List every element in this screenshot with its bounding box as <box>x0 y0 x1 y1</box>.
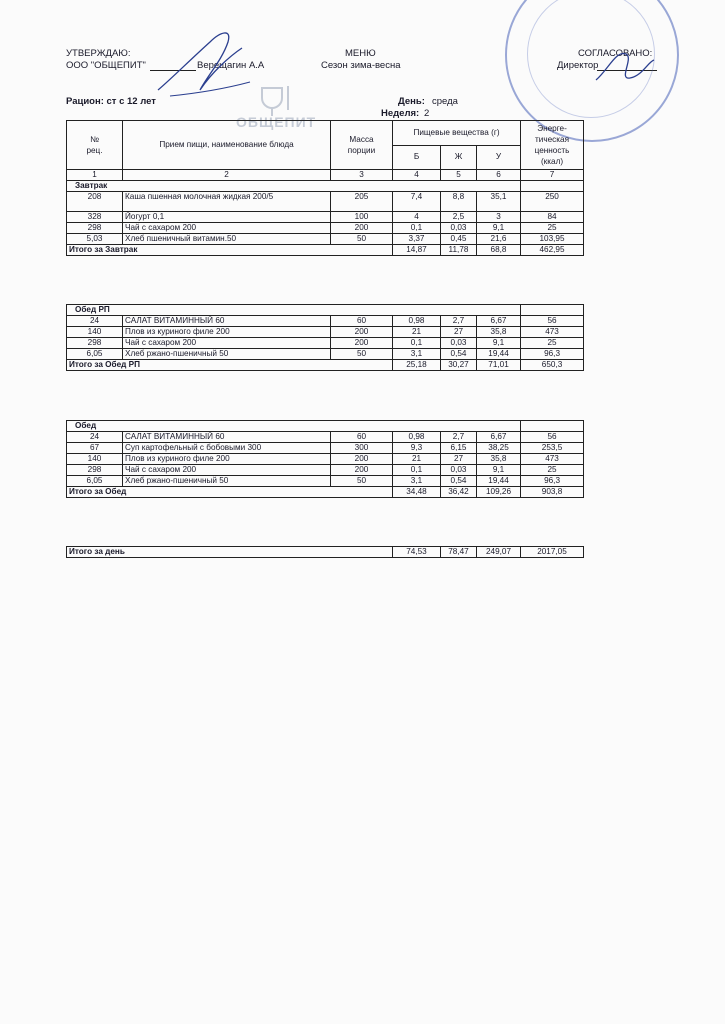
total-carbs: 109,26 <box>477 487 521 498</box>
header-rec-label: рец. <box>86 146 103 155</box>
total-label: Итого за Завтрак <box>67 245 393 256</box>
cell-mass: 200 <box>331 327 393 338</box>
table-row <box>67 454 584 465</box>
table-row <box>67 234 584 245</box>
cell-proteins: 3,1 <box>393 476 441 487</box>
cell-proteins: 3,37 <box>393 234 441 245</box>
cell-proteins: 21 <box>393 327 441 338</box>
cell-carbs: 9,1 <box>477 223 521 234</box>
header-mass-line2: порции <box>347 146 376 155</box>
table-row <box>67 476 584 487</box>
approver-name: Верещагин А.А <box>197 60 265 71</box>
cell-proteins: 0,98 <box>393 432 441 443</box>
cell-energy: 250 <box>521 192 584 212</box>
director-label: Директор <box>557 60 599 71</box>
cell-rec: 328 <box>67 212 123 223</box>
header-carbs: У <box>477 145 521 170</box>
header-portion-mass <box>331 121 393 170</box>
week-label: Неделя: <box>381 108 420 119</box>
cell-proteins: 0,98 <box>393 316 441 327</box>
cell-carbs: 21,6 <box>477 234 521 245</box>
logo-text: ОБЩЕПИТ <box>236 114 317 130</box>
cell-dish: САЛАТ ВИТАМИННЫЙ 60 <box>123 316 331 327</box>
day-total-table <box>66 546 584 558</box>
section-title: Обед <box>67 421 521 432</box>
cell-mass: 200 <box>331 223 393 234</box>
director-signature-icon <box>590 40 660 100</box>
cell-proteins: 0,1 <box>393 465 441 476</box>
cell-proteins: 7,4 <box>393 192 441 212</box>
day-total-carbs: 249,07 <box>477 547 521 558</box>
total-row <box>67 487 584 498</box>
cell-fats: 2,7 <box>441 432 477 443</box>
header-proteins: Б <box>393 145 441 170</box>
table-row <box>67 327 584 338</box>
section-title: Обед РП <box>67 305 521 316</box>
cell-fats: 8,8 <box>441 192 477 212</box>
table-row <box>67 316 584 327</box>
header-dish-name: Прием пищи, наименование блюда <box>123 121 331 170</box>
cell-energy: 103,95 <box>521 234 584 245</box>
cell-mass: 200 <box>331 338 393 349</box>
header-fats: Ж <box>441 145 477 170</box>
day-total-energy: 2017,05 <box>521 547 584 558</box>
cell-carbs: 6,67 <box>477 316 521 327</box>
cell-rec: 298 <box>67 338 123 349</box>
cell-mass: 300 <box>331 443 393 454</box>
menu-title: МЕНЮ <box>345 48 376 59</box>
total-fats: 30,27 <box>441 360 477 371</box>
cell-dish: Плов из куриного филе 200 <box>123 327 331 338</box>
cell-fats: 2,5 <box>441 212 477 223</box>
cell-carbs: 6,67 <box>477 432 521 443</box>
cell-rec: 24 <box>67 316 123 327</box>
cell-rec: 5,03 <box>67 234 123 245</box>
cell-rec: 67 <box>67 443 123 454</box>
cell-carbs: 35,8 <box>477 454 521 465</box>
cell-fats: 0,03 <box>441 223 477 234</box>
header-rec-number <box>67 121 123 170</box>
section-title-spacer <box>521 421 584 432</box>
cell-mass: 50 <box>331 234 393 245</box>
cell-energy: 56 <box>521 432 584 443</box>
cell-carbs: 35,8 <box>477 327 521 338</box>
header-energy-line3: ценность <box>534 146 570 155</box>
cell-rec: 24 <box>67 432 123 443</box>
week-value: 2 <box>424 108 430 119</box>
section-title-row <box>67 305 584 316</box>
table-row <box>67 432 584 443</box>
total-fats: 11,78 <box>441 245 477 256</box>
table-row <box>67 338 584 349</box>
total-proteins: 34,48 <box>393 487 441 498</box>
section-title-spacer <box>521 181 584 192</box>
cell-rec: 6,05 <box>67 349 123 360</box>
table-row <box>67 349 584 360</box>
header-nutrients: Пищевые вещества (г) <box>393 121 521 146</box>
table-row <box>67 465 584 476</box>
total-fats: 36,42 <box>441 487 477 498</box>
cell-mass: 60 <box>331 432 393 443</box>
cell-rec: 140 <box>67 327 123 338</box>
table-row <box>67 223 584 234</box>
cell-dish: Хлеб ржано-пшеничный 50 <box>123 349 331 360</box>
lunch-table <box>66 420 584 498</box>
cell-dish: Чай с сахаром 200 <box>123 338 331 349</box>
total-energy: 462,95 <box>521 245 584 256</box>
column-number-row <box>67 170 584 181</box>
cell-proteins: 9,3 <box>393 443 441 454</box>
cell-fats: 6,15 <box>441 443 477 454</box>
cell-energy: 25 <box>521 465 584 476</box>
cell-energy: 96,3 <box>521 349 584 360</box>
cell-proteins: 0,1 <box>393 223 441 234</box>
cell-mass: 100 <box>331 212 393 223</box>
total-energy: 650,3 <box>521 360 584 371</box>
cell-fats: 2,7 <box>441 316 477 327</box>
ration-label: Рацион: ст с 12 лет <box>66 96 156 107</box>
cell-dish: Плов из куриного филе 200 <box>123 454 331 465</box>
total-label: Итого за Обед <box>67 487 393 498</box>
cell-fats: 0,54 <box>441 349 477 360</box>
cell-energy: 253,5 <box>521 443 584 454</box>
cell-dish: Чай с сахаром 200 <box>123 465 331 476</box>
cell-fats: 0,45 <box>441 234 477 245</box>
organization-name: ООО "ОБЩЕПИТ" <box>66 60 146 71</box>
col-num-4: 4 <box>393 170 441 181</box>
day-total-proteins: 74,53 <box>393 547 441 558</box>
cell-rec: 298 <box>67 465 123 476</box>
cell-mass: 50 <box>331 476 393 487</box>
cell-dish: Хлеб ржано-пшеничный 50 <box>123 476 331 487</box>
cell-energy: 56 <box>521 316 584 327</box>
cell-energy: 473 <box>521 327 584 338</box>
cell-fats: 0,54 <box>441 476 477 487</box>
header-energy-line1: Энерге- <box>537 124 567 133</box>
cell-fats: 27 <box>441 327 477 338</box>
cell-mass: 200 <box>331 454 393 465</box>
cell-carbs: 19,44 <box>477 476 521 487</box>
header-energy-line2: тическая <box>535 135 570 144</box>
cell-proteins: 0,1 <box>393 338 441 349</box>
cell-proteins: 21 <box>393 454 441 465</box>
total-proteins: 25,18 <box>393 360 441 371</box>
total-label: Итого за Обед РП <box>67 360 393 371</box>
day-total-fats: 78,47 <box>441 547 477 558</box>
day-total-row <box>67 547 584 558</box>
section-title-row <box>67 421 584 432</box>
cell-energy: 96,3 <box>521 476 584 487</box>
cell-proteins: 4 <box>393 212 441 223</box>
header-energy <box>521 121 584 170</box>
total-carbs: 68,8 <box>477 245 521 256</box>
total-proteins: 14,87 <box>393 245 441 256</box>
total-energy: 903,8 <box>521 487 584 498</box>
cell-dish: Чай с сахаром 200 <box>123 223 331 234</box>
section-title: Завтрак <box>67 181 521 192</box>
cell-energy: 84 <box>521 212 584 223</box>
cell-dish: Хлеб пшеничный витамин.50 <box>123 234 331 245</box>
cell-fats: 0,03 <box>441 465 477 476</box>
cell-carbs: 38,25 <box>477 443 521 454</box>
cell-rec: 140 <box>67 454 123 465</box>
approver-signature-icon <box>150 20 260 110</box>
cell-rec: 298 <box>67 223 123 234</box>
cell-dish: Суп картофельный с бобовыми 300 <box>123 443 331 454</box>
cell-fats: 27 <box>441 454 477 465</box>
approve-label: УТВЕРЖДАЮ: <box>66 48 131 59</box>
section-title-spacer <box>521 305 584 316</box>
col-num-1: 1 <box>67 170 123 181</box>
cell-mass: 205 <box>331 192 393 212</box>
cell-carbs: 9,1 <box>477 465 521 476</box>
cell-dish: Йогурт 0,1 <box>123 212 331 223</box>
agreed-label: СОГЛАСОВАНО: <box>578 48 653 59</box>
header-energy-line4: (ккал) <box>540 157 564 166</box>
lunch-rp-table <box>66 304 584 371</box>
header-mass-line1: Масса <box>349 135 374 144</box>
cell-dish: Каша пшенная молочная жидкая 200/5 <box>123 192 331 212</box>
cell-energy: 473 <box>521 454 584 465</box>
col-num-7: 7 <box>521 170 584 181</box>
total-carbs: 71,01 <box>477 360 521 371</box>
cell-mass: 50 <box>331 349 393 360</box>
cell-energy: 25 <box>521 223 584 234</box>
header-num-sign: № <box>90 135 99 144</box>
col-num-5: 5 <box>441 170 477 181</box>
cell-dish: САЛАТ ВИТАМИННЫЙ 60 <box>123 432 331 443</box>
section-title-row <box>67 181 584 192</box>
total-row <box>67 245 584 256</box>
cell-mass: 60 <box>331 316 393 327</box>
col-num-3: 3 <box>331 170 393 181</box>
day-value: среда <box>432 96 458 107</box>
cell-mass: 200 <box>331 465 393 476</box>
day-total-label: Итого за день <box>67 547 393 558</box>
table-row <box>67 192 584 212</box>
cell-carbs: 9,1 <box>477 338 521 349</box>
cell-rec: 6,05 <box>67 476 123 487</box>
day-label: День: <box>398 96 425 107</box>
cell-carbs: 19,44 <box>477 349 521 360</box>
col-num-6: 6 <box>477 170 521 181</box>
table-row <box>67 443 584 454</box>
col-num-2: 2 <box>123 170 331 181</box>
cell-energy: 25 <box>521 338 584 349</box>
cell-fats: 0,03 <box>441 338 477 349</box>
total-row <box>67 360 584 371</box>
cell-proteins: 3,1 <box>393 349 441 360</box>
cell-carbs: 35,1 <box>477 192 521 212</box>
menu-table <box>66 120 584 256</box>
season-label: Сезон зима-весна <box>321 60 401 71</box>
cell-rec: 208 <box>67 192 123 212</box>
table-row <box>67 212 584 223</box>
cell-carbs: 3 <box>477 212 521 223</box>
